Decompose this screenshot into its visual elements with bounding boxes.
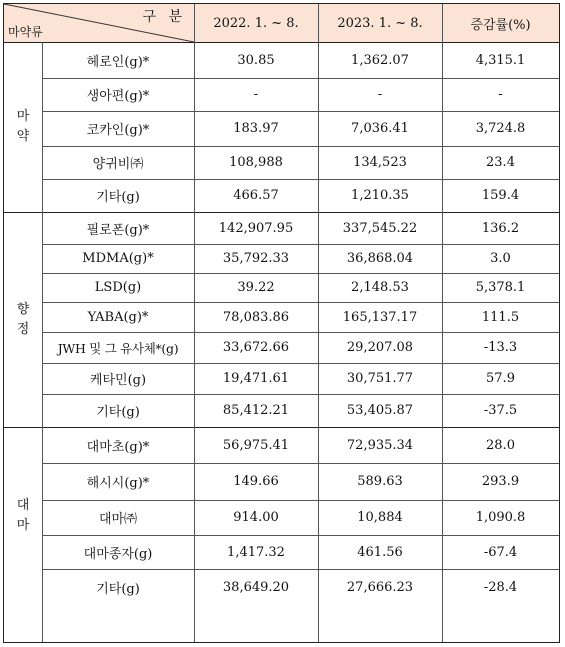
value-2023-cell: 2,148.53 — [351, 280, 409, 295]
change-cell: 3,724.8 — [475, 121, 526, 136]
table-row — [4, 244, 559, 273]
column-divider — [442, 4, 443, 642]
value-2022-cell: 85,412.21 — [222, 403, 290, 418]
column-divider — [42, 42, 43, 642]
value-2023-cell: 134,523 — [353, 155, 407, 170]
change-cell: -28.4 — [483, 579, 518, 595]
item-cell: 기타(g) — [96, 405, 140, 420]
value-2023-cell: 27,666.23 — [346, 579, 414, 595]
value-2023-cell: 461.56 — [357, 544, 403, 560]
table-row — [4, 363, 559, 394]
table-row — [4, 212, 559, 244]
item-cell: JWH 및 그 유사체*(g) — [57, 340, 179, 356]
change-cell: - — [498, 87, 503, 102]
table-row — [4, 332, 559, 363]
change-cell: 5,378.1 — [475, 280, 526, 295]
value-2022-cell: 142,907.95 — [218, 220, 294, 236]
value-2023-cell: 10,884 — [357, 510, 403, 525]
change-cell: -37.5 — [483, 403, 518, 418]
value-2022-cell: 78,083.86 — [222, 309, 290, 325]
group-label-char: 정 — [16, 321, 30, 337]
value-2023-cell: 30,751.77 — [346, 371, 414, 386]
value-2022-cell: 19,471.61 — [222, 371, 290, 386]
value-2023-cell: 7,036.41 — [351, 121, 409, 136]
table-row — [4, 500, 559, 535]
item-cell: 기타(g) — [96, 581, 140, 597]
change-cell: 28.0 — [486, 437, 515, 453]
column-divider — [318, 4, 319, 642]
table-row — [4, 78, 559, 111]
table-row — [4, 273, 559, 302]
header-2022: 2022. 1. ~ 8. — [213, 15, 299, 31]
table-row — [4, 463, 559, 500]
value-2023-cell: 337,545.22 — [342, 220, 418, 236]
group-label-char: 마 — [16, 109, 30, 124]
change-cell: 111.5 — [481, 309, 520, 325]
column-divider — [194, 4, 195, 642]
item-cell: 대마㈜ — [98, 512, 138, 527]
table-row — [4, 394, 559, 427]
item-cell: MDMA(g)* — [82, 251, 154, 266]
table-row — [4, 146, 559, 179]
value-2022-cell: 38,649.20 — [222, 579, 290, 595]
header-change: 증감률(%) — [470, 17, 531, 33]
value-2023-cell: 53,405.87 — [346, 403, 414, 418]
change-cell: -13.3 — [483, 340, 518, 355]
item-cell: 대마초(g)* — [86, 439, 150, 455]
item-cell: 대마종자(g) — [83, 546, 153, 562]
change-cell: 293.9 — [481, 474, 520, 489]
group-label — [4, 427, 42, 605]
value-2023-cell: 1,210.35 — [351, 188, 409, 203]
change-cell: 136.2 — [481, 220, 520, 236]
group-label — [4, 212, 42, 427]
change-cell: 23.4 — [486, 155, 515, 170]
item-cell: 코카인(g)* — [86, 123, 150, 138]
value-2022-cell: 30.85 — [237, 52, 275, 68]
value-2022-cell: 149.66 — [233, 474, 279, 489]
item-cell: 기타(g) — [96, 190, 140, 205]
value-2023-cell: - — [377, 87, 383, 102]
drug-seizure-table — [3, 3, 560, 643]
value-2023-cell: 165,137.17 — [342, 309, 418, 325]
item-cell: 케타민(g) — [89, 373, 147, 388]
value-2022-cell: 108,988 — [229, 155, 283, 170]
change-cell: 4,315.1 — [475, 52, 526, 68]
group-label-char: 약 — [16, 129, 30, 144]
header-category-label: 구 분 — [142, 9, 186, 25]
header-divider — [4, 42, 559, 43]
change-cell: 3.0 — [490, 251, 511, 266]
table-row — [4, 42, 559, 78]
item-cell: LSD(g) — [94, 280, 142, 295]
value-2022-cell: 35,792.33 — [222, 251, 290, 266]
change-cell: 57.9 — [486, 371, 515, 386]
table-row — [4, 427, 559, 463]
item-cell: 헤로인(g)* — [86, 54, 150, 70]
value-2022-cell: 1,417.32 — [227, 544, 285, 560]
change-cell: -67.4 — [483, 544, 518, 560]
group-label-char: 향 — [16, 301, 30, 317]
header-category-cell — [4, 4, 194, 42]
item-cell: 필로폰(g)* — [86, 222, 150, 238]
header-drug-class-label: 마약류 — [8, 25, 43, 39]
change-cell: 159.4 — [481, 188, 520, 203]
table-row — [4, 111, 559, 146]
header-2023: 2023. 1. ~ 8. — [337, 15, 423, 31]
item-cell: YABA(g)* — [87, 309, 149, 325]
value-2023-cell: 29,207.08 — [346, 340, 414, 355]
table-row — [4, 569, 559, 605]
value-2023-cell: 589.63 — [357, 474, 403, 489]
value-2022-cell: 39.22 — [237, 280, 275, 295]
value-2023-cell: 1,362.07 — [351, 52, 409, 68]
value-2022-cell: 466.57 — [233, 188, 279, 203]
value-2022-cell: 33,672.66 — [222, 340, 290, 355]
change-cell: 1,090.8 — [475, 510, 526, 525]
value-2022-cell: 914.00 — [233, 510, 279, 525]
value-2022-cell: 183.97 — [233, 121, 279, 136]
value-2023-cell: 72,935.34 — [346, 437, 414, 453]
table-row — [4, 302, 559, 332]
value-2023-cell: 36,868.04 — [346, 251, 414, 266]
value-2022-cell: - — [253, 87, 259, 102]
table-row — [4, 179, 559, 212]
group-label-char: 대 — [16, 498, 30, 513]
header-row — [4, 4, 559, 42]
value-2022-cell: 56,975.41 — [222, 437, 290, 453]
item-cell: 생아편(g)* — [86, 89, 150, 104]
table-row — [4, 535, 559, 569]
item-cell: 양귀비㈜ — [92, 157, 144, 172]
group-label — [4, 42, 42, 212]
item-cell: 해시시(g)* — [86, 476, 150, 491]
group-label-char: 마 — [16, 518, 30, 533]
